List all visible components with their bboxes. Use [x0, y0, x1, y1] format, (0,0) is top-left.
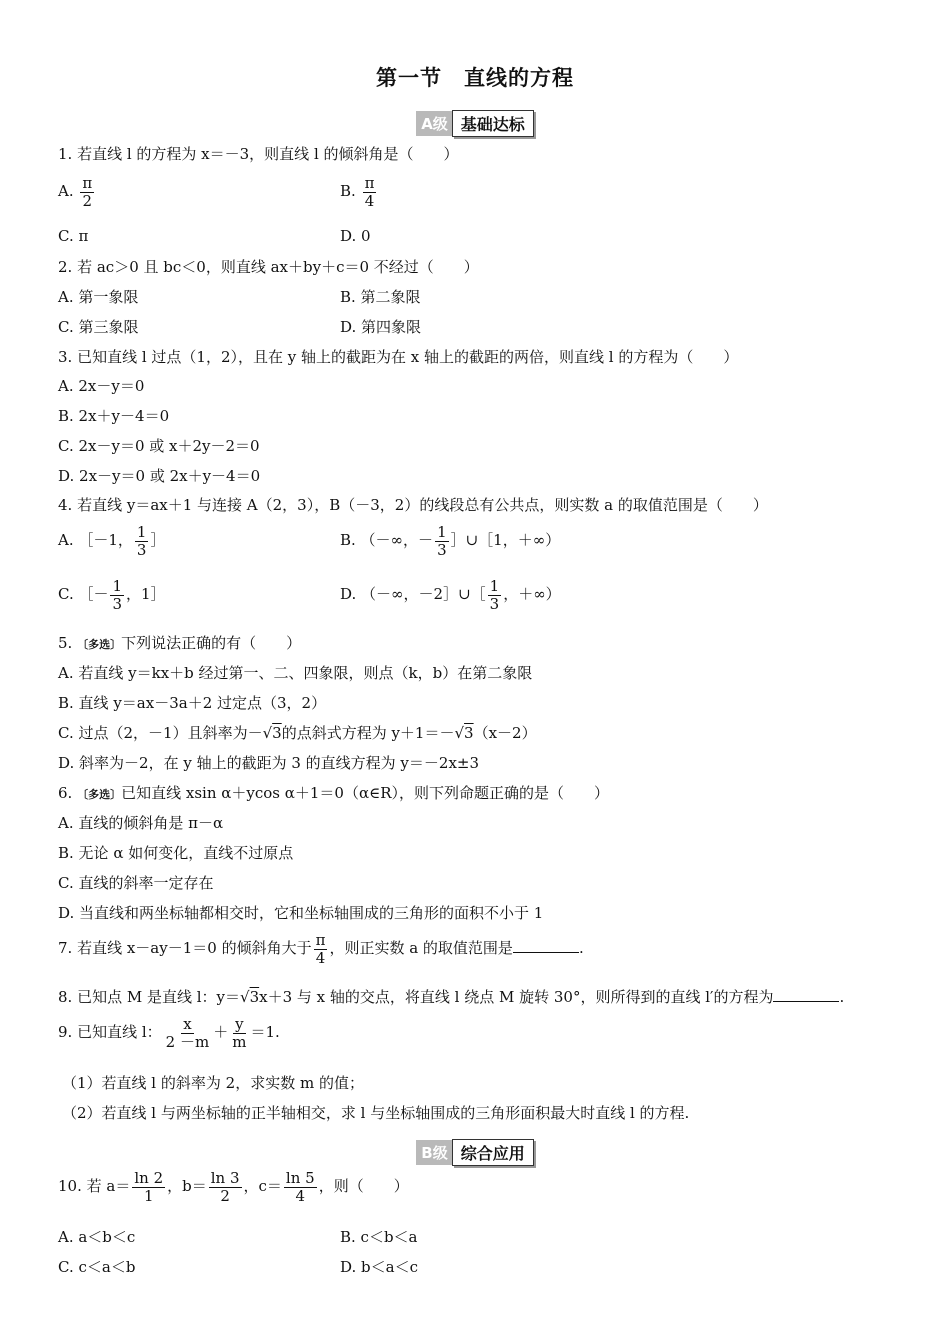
q1-option-d: D. 0	[340, 227, 371, 245]
q2-option-d: D. 第四象限	[340, 318, 422, 336]
q4-option-d: D. （－∞，－2］∪［ $\frac{1}{3}$ ，＋∞）	[340, 577, 561, 613]
q6-option-a: A. 直线的倾斜角是 π－α	[58, 814, 224, 832]
q10-option-d: D. b＜a＜c	[340, 1258, 418, 1276]
q4-option-c: C. ［－ $\frac{1}{3}$ ，1］	[58, 577, 166, 613]
q1-stem: 1. 若直线 l 的方程为 x＝－3，则直线 l 的倾斜角是（ ）	[58, 145, 459, 163]
q6-option-c: C. 直线的斜率一定存在	[58, 874, 214, 892]
multi-select-tag: 〔多选〕	[77, 788, 122, 801]
section-b-name: 综合应用	[452, 1139, 534, 1166]
q3-option-b: B. 2x＋y－4＝0	[58, 407, 170, 425]
section-b-level: B级	[416, 1140, 451, 1165]
q1-option-a: A. $\frac{\pi}{2}$	[58, 174, 93, 210]
q2-option-c: C. 第三象限	[58, 318, 139, 336]
q5-option-b: B. 直线 y＝ax－3a＋2 过定点（3，2）	[58, 694, 327, 712]
q9-part-2: （2）若直线 l 与两坐标轴的正半轴相交，求 l 与坐标轴围成的三角形面积最大时直线 l 的方程.	[62, 1104, 690, 1122]
q3-stem: 3. 已知直线 l 过点（1，2），且在 y 轴上的截距为在 x 轴上的截距的两倍，则直线 l 的方程为（ ）	[58, 348, 739, 366]
q2-stem: 2. 若 ac＞0 且 bc＜0，则直线 ax＋by＋c＝0 不经过（ ）	[58, 258, 479, 276]
q1-option-c: C. π	[58, 227, 89, 245]
q10-option-c: C. c＜a＜b	[58, 1258, 136, 1276]
q6-stem: 6. 〔多选〕已知直线 xsin α＋ycos α＋1＝0（α∈R），则下列命题正确的是（ ）	[58, 784, 609, 802]
section-a-name: 基础达标	[452, 110, 534, 137]
q9-part-1: （1）若直线 l 的斜率为 2，求实数 m 的值；	[62, 1074, 364, 1092]
q10-option-a: A. a＜b＜c	[58, 1228, 136, 1246]
answer-blank	[513, 940, 579, 953]
section-a-badge	[0, 110, 950, 137]
q1-option-b: B. $\frac{\pi}{4}$	[340, 174, 375, 210]
q4-stem: 4. 若直线 y＝ax＋1 与连接 A（2，3），B（－3，2）的线段总有公共点，则实数 a 的取值范围是（ ）	[58, 496, 768, 514]
q9-stem: 9. 已知直线 l： $\frac{x}{2 -m}$ ＋ $\frac{y}{m}$ ＝1.	[58, 1015, 280, 1051]
q2-option-b: B. 第二象限	[340, 288, 421, 306]
q2-option-a: A. 第一象限	[58, 288, 139, 306]
q5-stem: 5. 〔多选〕下列说法正确的有（ ）	[58, 634, 302, 652]
q3-option-a: A. 2x－y＝0	[58, 377, 145, 395]
q4-option-b: B. （－∞，－ $\frac{1}{3}$ ］∪［1，＋∞）	[340, 523, 561, 559]
q5-option-a: A. 若直线 y＝kx＋b 经过第一、二、四象限，则点（k，b）在第二象限	[58, 664, 533, 682]
section-a-level: A级	[416, 111, 452, 136]
q6-option-b: B. 无论 α 如何变化，直线不过原点	[58, 844, 294, 862]
q7-stem: 7. 若直线 x－ay－1＝0 的倾斜角大于 $\frac{\pi}{4}$ ，则正实数 a 的取值范围是 .	[58, 931, 584, 967]
q5-option-c: C. 过点（2，－1）且斜率为－√3的点斜式方程为 y＋1＝－√3（x－2）	[58, 724, 537, 742]
q5-option-d: D. 斜率为－2，在 y 轴上的截距为 3 的直线方程为 y＝－2x±3	[58, 754, 480, 772]
q10-stem: 10. 若 a＝ $\frac{\ln 2}{1}$ ，b＝ $\frac{\ln 3}{2}$ ，c＝ $\frac{\ln 5}{4}$ ，则（ ）	[58, 1169, 409, 1205]
q3-option-d: D. 2x－y＝0 或 2x＋y－4＝0	[58, 467, 261, 485]
q4-option-a: A. ［－1， $\frac{1}{3}$ ］	[58, 523, 166, 559]
q6-option-d: D. 当直线和两坐标轴都相交时，它和坐标轴围成的三角形的面积不小于 1	[58, 904, 544, 922]
q8-stem: 8. 已知点 M 是直线 l：y＝√3x＋3 与 x 轴的交点，将直线 l 绕点 M 旋转 30°，则所得到的直线 l′的方程为 .	[58, 988, 845, 1006]
multi-select-tag: 〔多选〕	[77, 638, 122, 651]
q10-option-b: B. c＜b＜a	[340, 1228, 418, 1246]
q3-option-c: C. 2x－y＝0 或 x＋2y－2＝0	[58, 437, 260, 455]
section-b-badge	[0, 1139, 950, 1166]
answer-blank	[773, 989, 839, 1002]
page-title: 第一节 直线的方程	[376, 66, 574, 90]
